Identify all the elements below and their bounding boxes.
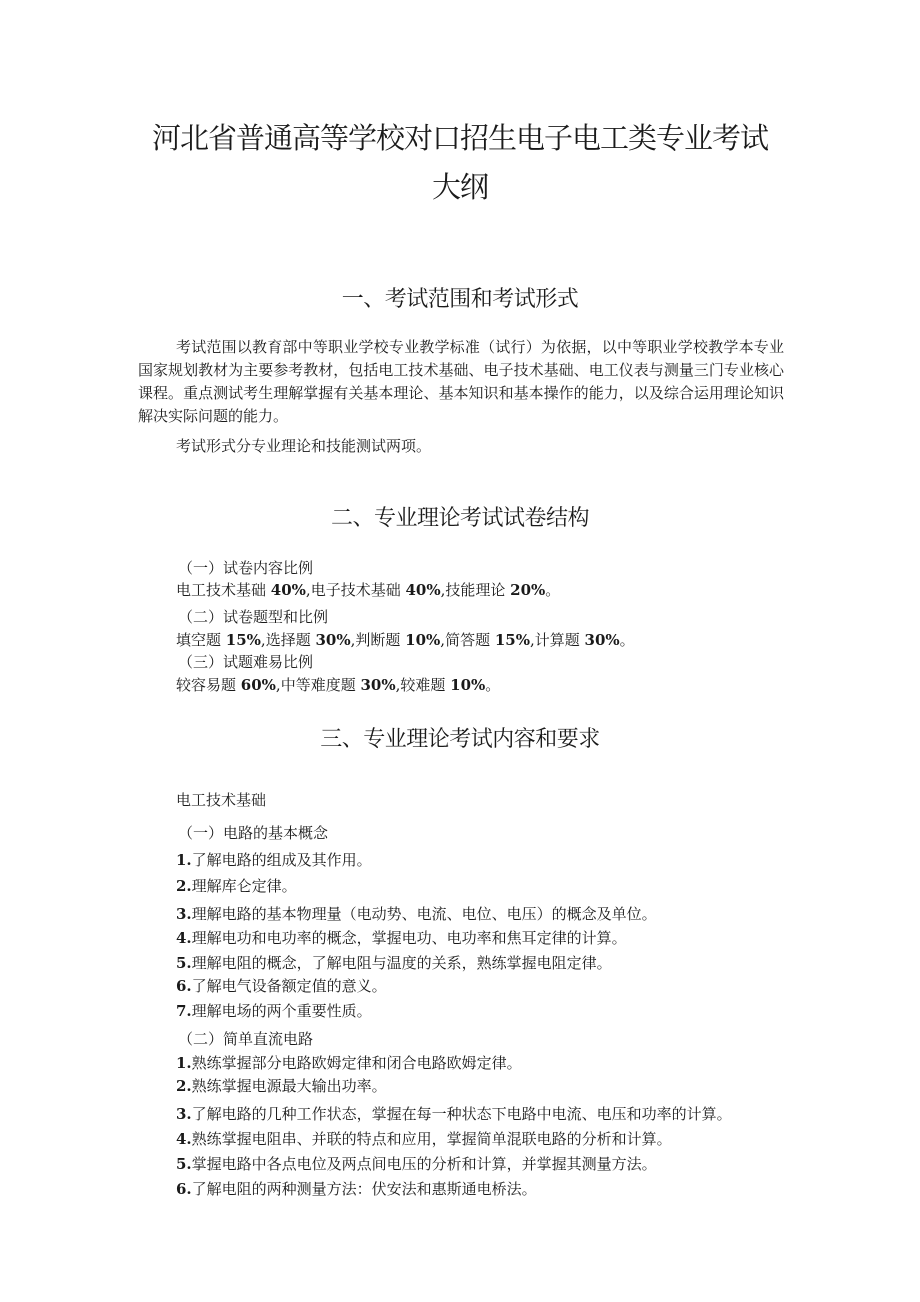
part1-heading: （一）电路的基本概念 (178, 824, 329, 842)
list-item: 5.理解电阻的概念，了解电阻与温度的关系，熟练掌握电阻定律。 (176, 954, 612, 972)
list-item: 2.熟练掌握电源最大输出功率。 (176, 1077, 387, 1095)
list-item: 4.理解电功和电功率的概念，掌握电功、电功率和焦耳定律的计算。 (176, 929, 627, 947)
list-item: 6.了解电气设备额定值的意义。 (176, 977, 387, 995)
section2-question-type-ratio: 填空题 15%,选择题 30%,判断题 10%,简答题 15%,计算题 30%。 (176, 631, 635, 649)
part2-heading: （二）简单直流电路 (178, 1030, 314, 1048)
list-item: 2.理解库仑定律。 (176, 877, 297, 895)
section2-content-ratio: 电工技术基础 40%,电子技术基础 40%,技能理论 20%。 (176, 581, 561, 599)
list-item: 3.了解电路的几种工作状态，掌握在每一种状态下电路中电流、电压和功率的计算。 (176, 1105, 732, 1123)
section1-exam-form: 考试形式分专业理论和技能测试两项。 (176, 437, 432, 455)
section2-difficulty-ratio: 较容易题 60%,中等难度题 30%,较难题 10%。 (176, 676, 501, 694)
list-item: 1.熟练掌握部分电路欧姆定律和闭合电路欧姆定律。 (176, 1054, 522, 1072)
course-title: 电工技术基础 (176, 791, 267, 809)
document-title-line1: 河北省普通高等学校对口招生电子电工类专业考试 (151, 121, 768, 155)
list-item: 6.了解电阻的两种测量方法：伏安法和惠斯通电桥法。 (176, 1180, 537, 1198)
list-item: 1.了解电路的组成及其作用。 (176, 851, 372, 869)
document-title-line2: 大纲 (431, 170, 488, 204)
list-item: 5.掌握电路中各点电位及两点间电压的分析和计算，并掌握其测量方法。 (176, 1155, 657, 1173)
section1-heading: 一、考试范围和考试形式 (341, 287, 579, 312)
list-item: 7.理解电场的两个重要性质。 (176, 1002, 372, 1020)
section3-heading: 三、专业理论考试内容和要求 (320, 727, 600, 752)
section1-paragraph: 考试范围以教育部中等职业学校专业教学标准（试行）为依据，以中等职业学校教学本专业国家规划教材为主要参考教材，包括电工技术基础、电子技术基础、电工仪表与测量三门专业核心课程。重点测试考生理解掌握有关基本理论、基本知识和基本操作的能力，以及综合运用理论知识解决实际问题的能力。 (138, 338, 784, 425)
list-item: 4.熟练掌握电阻串、并联的特点和应用，掌握简单混联电路的分析和计算。 (176, 1130, 672, 1148)
list-item: 3.理解电路的基本物理量（电动势、电流、电位、电压）的概念及单位。 (176, 905, 657, 923)
section2-sub2-heading: （二）试卷题型和比例 (178, 608, 329, 626)
section2-heading: 二、专业理论考试试卷结构 (330, 506, 589, 531)
section2-sub1-heading: （一）试卷内容比例 (178, 559, 314, 577)
section2-sub3-heading: （三）试题难易比例 (178, 653, 314, 671)
